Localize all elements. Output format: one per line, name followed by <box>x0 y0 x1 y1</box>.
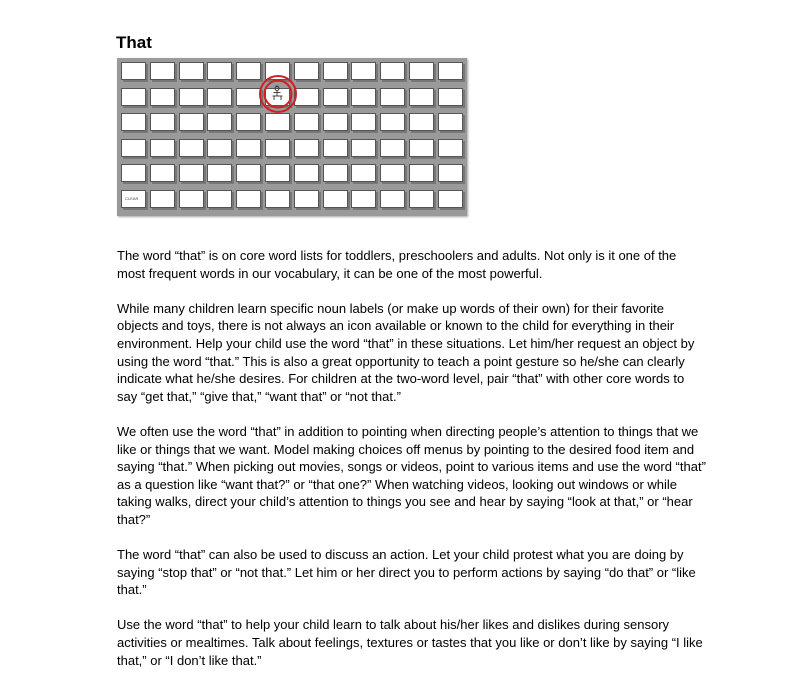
board-cell <box>150 164 175 182</box>
board-cell <box>380 190 405 208</box>
person-at-table-icon <box>273 86 283 100</box>
that-cell-highlight <box>258 74 298 114</box>
board-cell <box>121 164 146 182</box>
board-cell <box>121 62 146 80</box>
board-cell <box>179 62 204 80</box>
board-cell <box>179 164 204 182</box>
board-cell <box>351 190 376 208</box>
board-cell <box>323 164 348 182</box>
board-cell <box>294 164 319 182</box>
board-cell <box>438 164 463 182</box>
board-cell <box>121 139 146 157</box>
board-cell <box>207 190 232 208</box>
board-cell <box>409 190 434 208</box>
board-cell <box>150 88 175 106</box>
page-title: That <box>116 33 152 52</box>
paragraph: While many children learn specific noun labels (or make up words of their own) for their favorite objects and toys, there is not always an icon available or known to the child for everything in their environment. Help your child use the word “that” in these situations. Let him/her request an object by using the word “that.” This is also a great opportunity to teach a point gesture so he/she can clearly indicate what he/she desires. For children at the two-word level, pair “that” with other core words to say “get that,” “give that,” “want that” or “not that.” <box>117 300 695 404</box>
board-cell <box>236 139 261 157</box>
board-cell <box>207 164 232 182</box>
board-cell <box>409 113 434 131</box>
board-cell <box>207 113 232 131</box>
board-cell <box>294 113 319 131</box>
board-cell <box>265 190 290 208</box>
board-cell <box>409 164 434 182</box>
board-cell <box>323 62 348 80</box>
board-cell <box>179 88 204 106</box>
board-cell <box>380 113 405 131</box>
board-cell <box>179 190 204 208</box>
board-cell <box>438 139 463 157</box>
board-cell <box>409 139 434 157</box>
board-cell <box>150 113 175 131</box>
paragraph: We often use the word “that” in addition to pointing when directing people’s attention to things that we like or things that we want. Model making choices off menus by pointing to the desired food item and saying “that.” When picking out movies, songs or videos, point to various items and use the word “that” as a question like “want that?” or “that one?” When watching videos, looking out windows or while taking walks, direct your child’s attention to things you see and hear by saying “look at that,” or “hear that?” <box>117 423 706 527</box>
board-cell <box>179 139 204 157</box>
board-cell <box>438 88 463 106</box>
board-cell <box>351 164 376 182</box>
board-cell <box>179 113 204 131</box>
board-cell <box>121 113 146 131</box>
board-cell <box>351 88 376 106</box>
board-cell <box>351 113 376 131</box>
board-cell <box>236 164 261 182</box>
board-cell <box>207 88 232 106</box>
paragraph: The word “that” can also be used to discuss an action. Let your child protest what you are doing by saying “stop that” or “not that.” Let him or her direct you to perform actions by saying “do that” or “like that.” <box>117 547 696 598</box>
board-cell <box>323 190 348 208</box>
board-cell <box>380 88 405 106</box>
paragraph: The word “that” is on core word lists for toddlers, preschoolers and adults. Not only is it one of the most frequent words in our vocabulary, it can be one of the most powerful. <box>117 248 677 281</box>
board-cell <box>409 88 434 106</box>
board-cell <box>438 62 463 80</box>
clear-cell-label: CLEAR <box>125 196 139 201</box>
board-cell <box>150 62 175 80</box>
board-cell <box>265 139 290 157</box>
board-cell <box>323 113 348 131</box>
board-cell <box>438 190 463 208</box>
board-cell <box>207 139 232 157</box>
board-cell <box>380 139 405 157</box>
board-cell <box>380 164 405 182</box>
board-cell <box>150 139 175 157</box>
board-cell <box>438 113 463 131</box>
board-cell <box>351 139 376 157</box>
board-cell <box>236 113 261 131</box>
board-cell <box>236 190 261 208</box>
board-cell <box>294 139 319 157</box>
board-cell <box>121 88 146 106</box>
board-cell <box>150 190 175 208</box>
board-cell <box>207 62 232 80</box>
board-cell <box>351 62 376 80</box>
board-cell <box>294 190 319 208</box>
board-cell <box>323 139 348 157</box>
board-cell <box>323 88 348 106</box>
paragraph: Use the word “that” to help your child learn to talk about his/her likes and dislikes during sensory activities or mealtimes. Talk about feelings, textures or tastes that you like or don’t like by saying “I like that,” or “I don’t like that.” <box>117 617 703 668</box>
board-cell <box>409 62 434 80</box>
board-cell <box>265 164 290 182</box>
board-cell <box>265 113 290 131</box>
board-cell <box>121 190 146 208</box>
article-body <box>117 247 707 687</box>
board-cell <box>380 62 405 80</box>
